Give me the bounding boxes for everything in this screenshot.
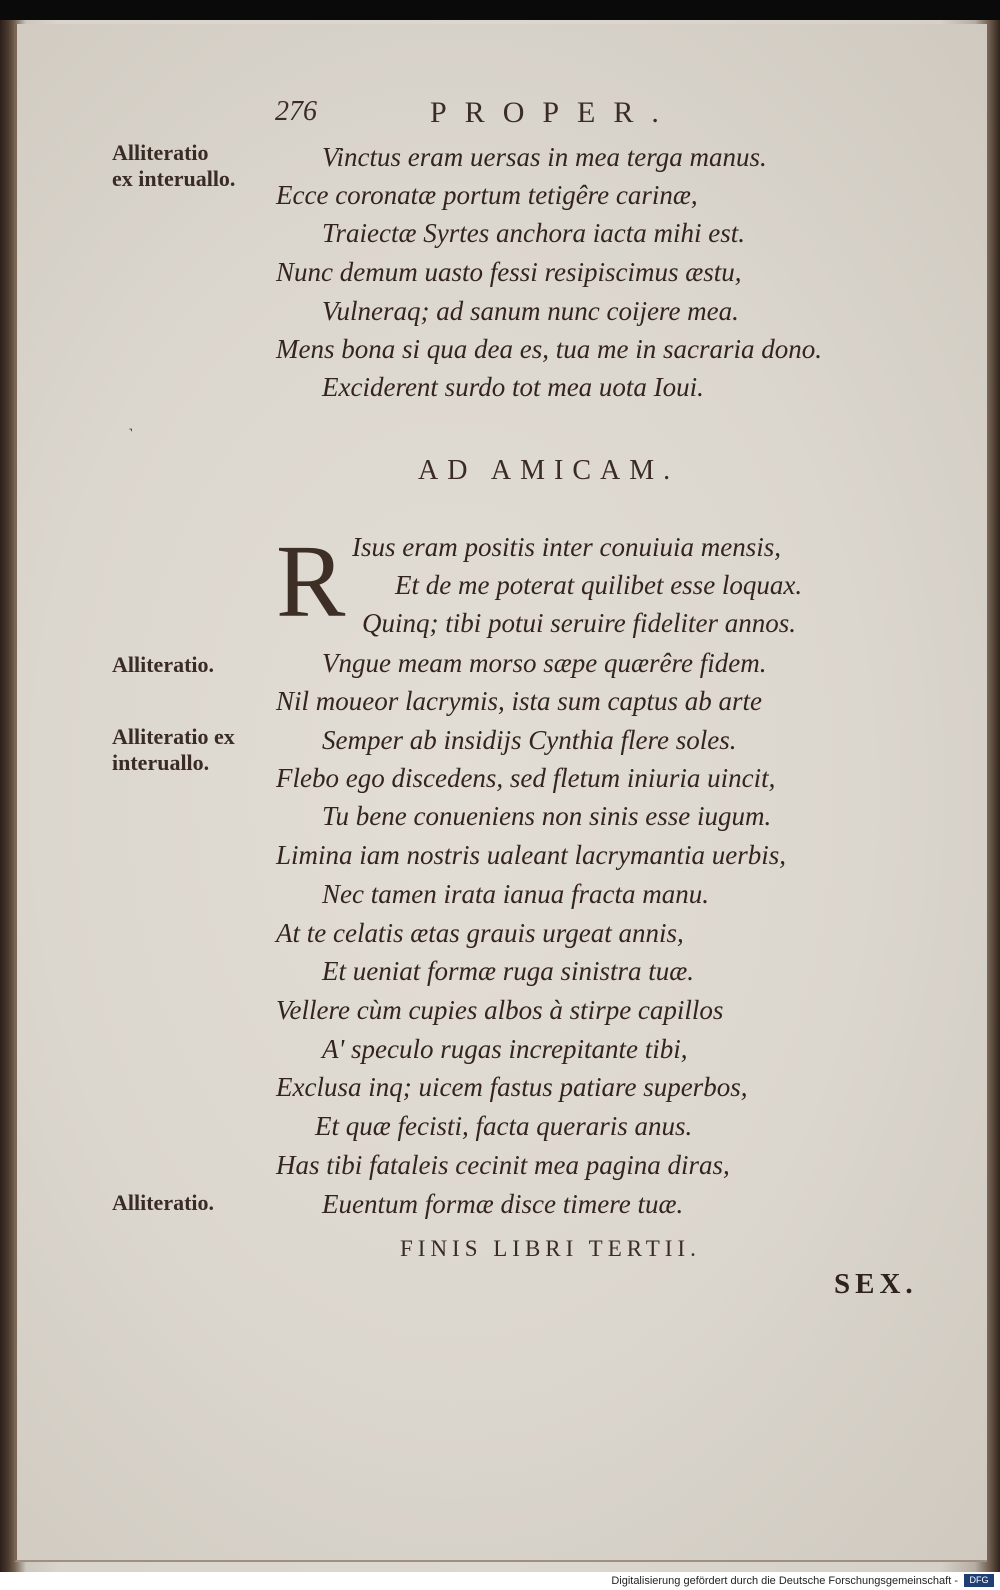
finis-line: FINIS LIBRI TERTII. — [400, 1236, 701, 1261]
verse-line: Ecce coronatæ portum tetigêre carinæ, — [276, 180, 698, 210]
verse-line: Exciderent surdo tot mea uota Ioui. — [322, 372, 704, 402]
margin-note: Alliteratio ex interuallo. — [112, 140, 236, 191]
verse-line: Et ueniat formæ ruga sinistra tuæ. — [322, 956, 695, 986]
verse-line: Euentum formæ disce timere tuæ. — [322, 1189, 684, 1219]
margin-note: Alliteratio ex interuallo. — [112, 724, 235, 775]
page-number: 276 — [275, 96, 317, 127]
verse-line: Nil moueor lacrymis, ista sum captus ab arte — [276, 686, 762, 716]
verse-line: Isus eram positis inter conuiuia mensis, — [352, 532, 781, 562]
verse-line: A' speculo rugas increpitante tibi, — [322, 1034, 688, 1064]
verse-line: Traiectæ Syrtes anchora iacta mihi est. — [322, 218, 745, 248]
footer-credit: Digitalisierung gefördert durch die Deutsche Forschungsgemeinschaft - — [611, 1575, 958, 1587]
verse-line: Vellere cùm cupies albos à stirpe capillos — [276, 995, 724, 1025]
verse-line: Vinctus eram uersas in mea terga manus. — [322, 142, 767, 172]
verse-line: Has tibi fataleis cecinit mea pagina diras, — [276, 1150, 730, 1180]
catchword: SEX. — [834, 1268, 918, 1300]
verse-line: Nunc demum uasto fessi resipiscimus æstu, — [276, 257, 742, 287]
dfg-logo: DFG — [964, 1574, 994, 1587]
verse-line: Nec tamen irata ianua fracta manu. — [322, 879, 709, 909]
top-border — [0, 0, 1000, 20]
verse-line: Et de me poterat quilibet esse loquax. — [395, 570, 803, 600]
ink-mark: ˺ — [128, 424, 134, 443]
verse-line: Limina iam nostris ualeant lacrymantia uerbis, — [276, 840, 787, 870]
verse-line: Vngue meam morso sæpe quærêre fidem. — [322, 648, 767, 678]
verse-line: Tu bene conueniens non sinis esse iugum. — [322, 801, 772, 831]
verse-line: At te celatis ætas grauis urgeat annis, — [276, 918, 684, 948]
margin-note: Alliteratio. — [112, 652, 215, 677]
page-header — [275, 96, 735, 136]
margin-note: Alliteratio. — [112, 1190, 215, 1215]
verse-line: Semper ab insidijs Cynthia flere soles. — [322, 725, 737, 755]
verse-line: Et quæ fecisti, facta queraris anus. — [315, 1111, 693, 1141]
drop-initial: R — [276, 524, 346, 639]
section-title: AD AMICAM. — [418, 455, 680, 486]
verse-line: Vulneraq; ad sanum nunc coijere mea. — [322, 296, 739, 326]
verse-line: Flebo ego discedens, sed fletum iniuria uincit, — [276, 763, 776, 793]
verse-line: Mens bona si qua dea es, tua me in sacraria dono. — [276, 334, 822, 364]
verse-line: Quinq; tibi potui seruire fideliter annos. — [362, 608, 796, 638]
running-head: PROPER. — [430, 96, 677, 129]
verse-line: Exclusa inq; uicem fastus patiare superbos, — [276, 1072, 748, 1102]
